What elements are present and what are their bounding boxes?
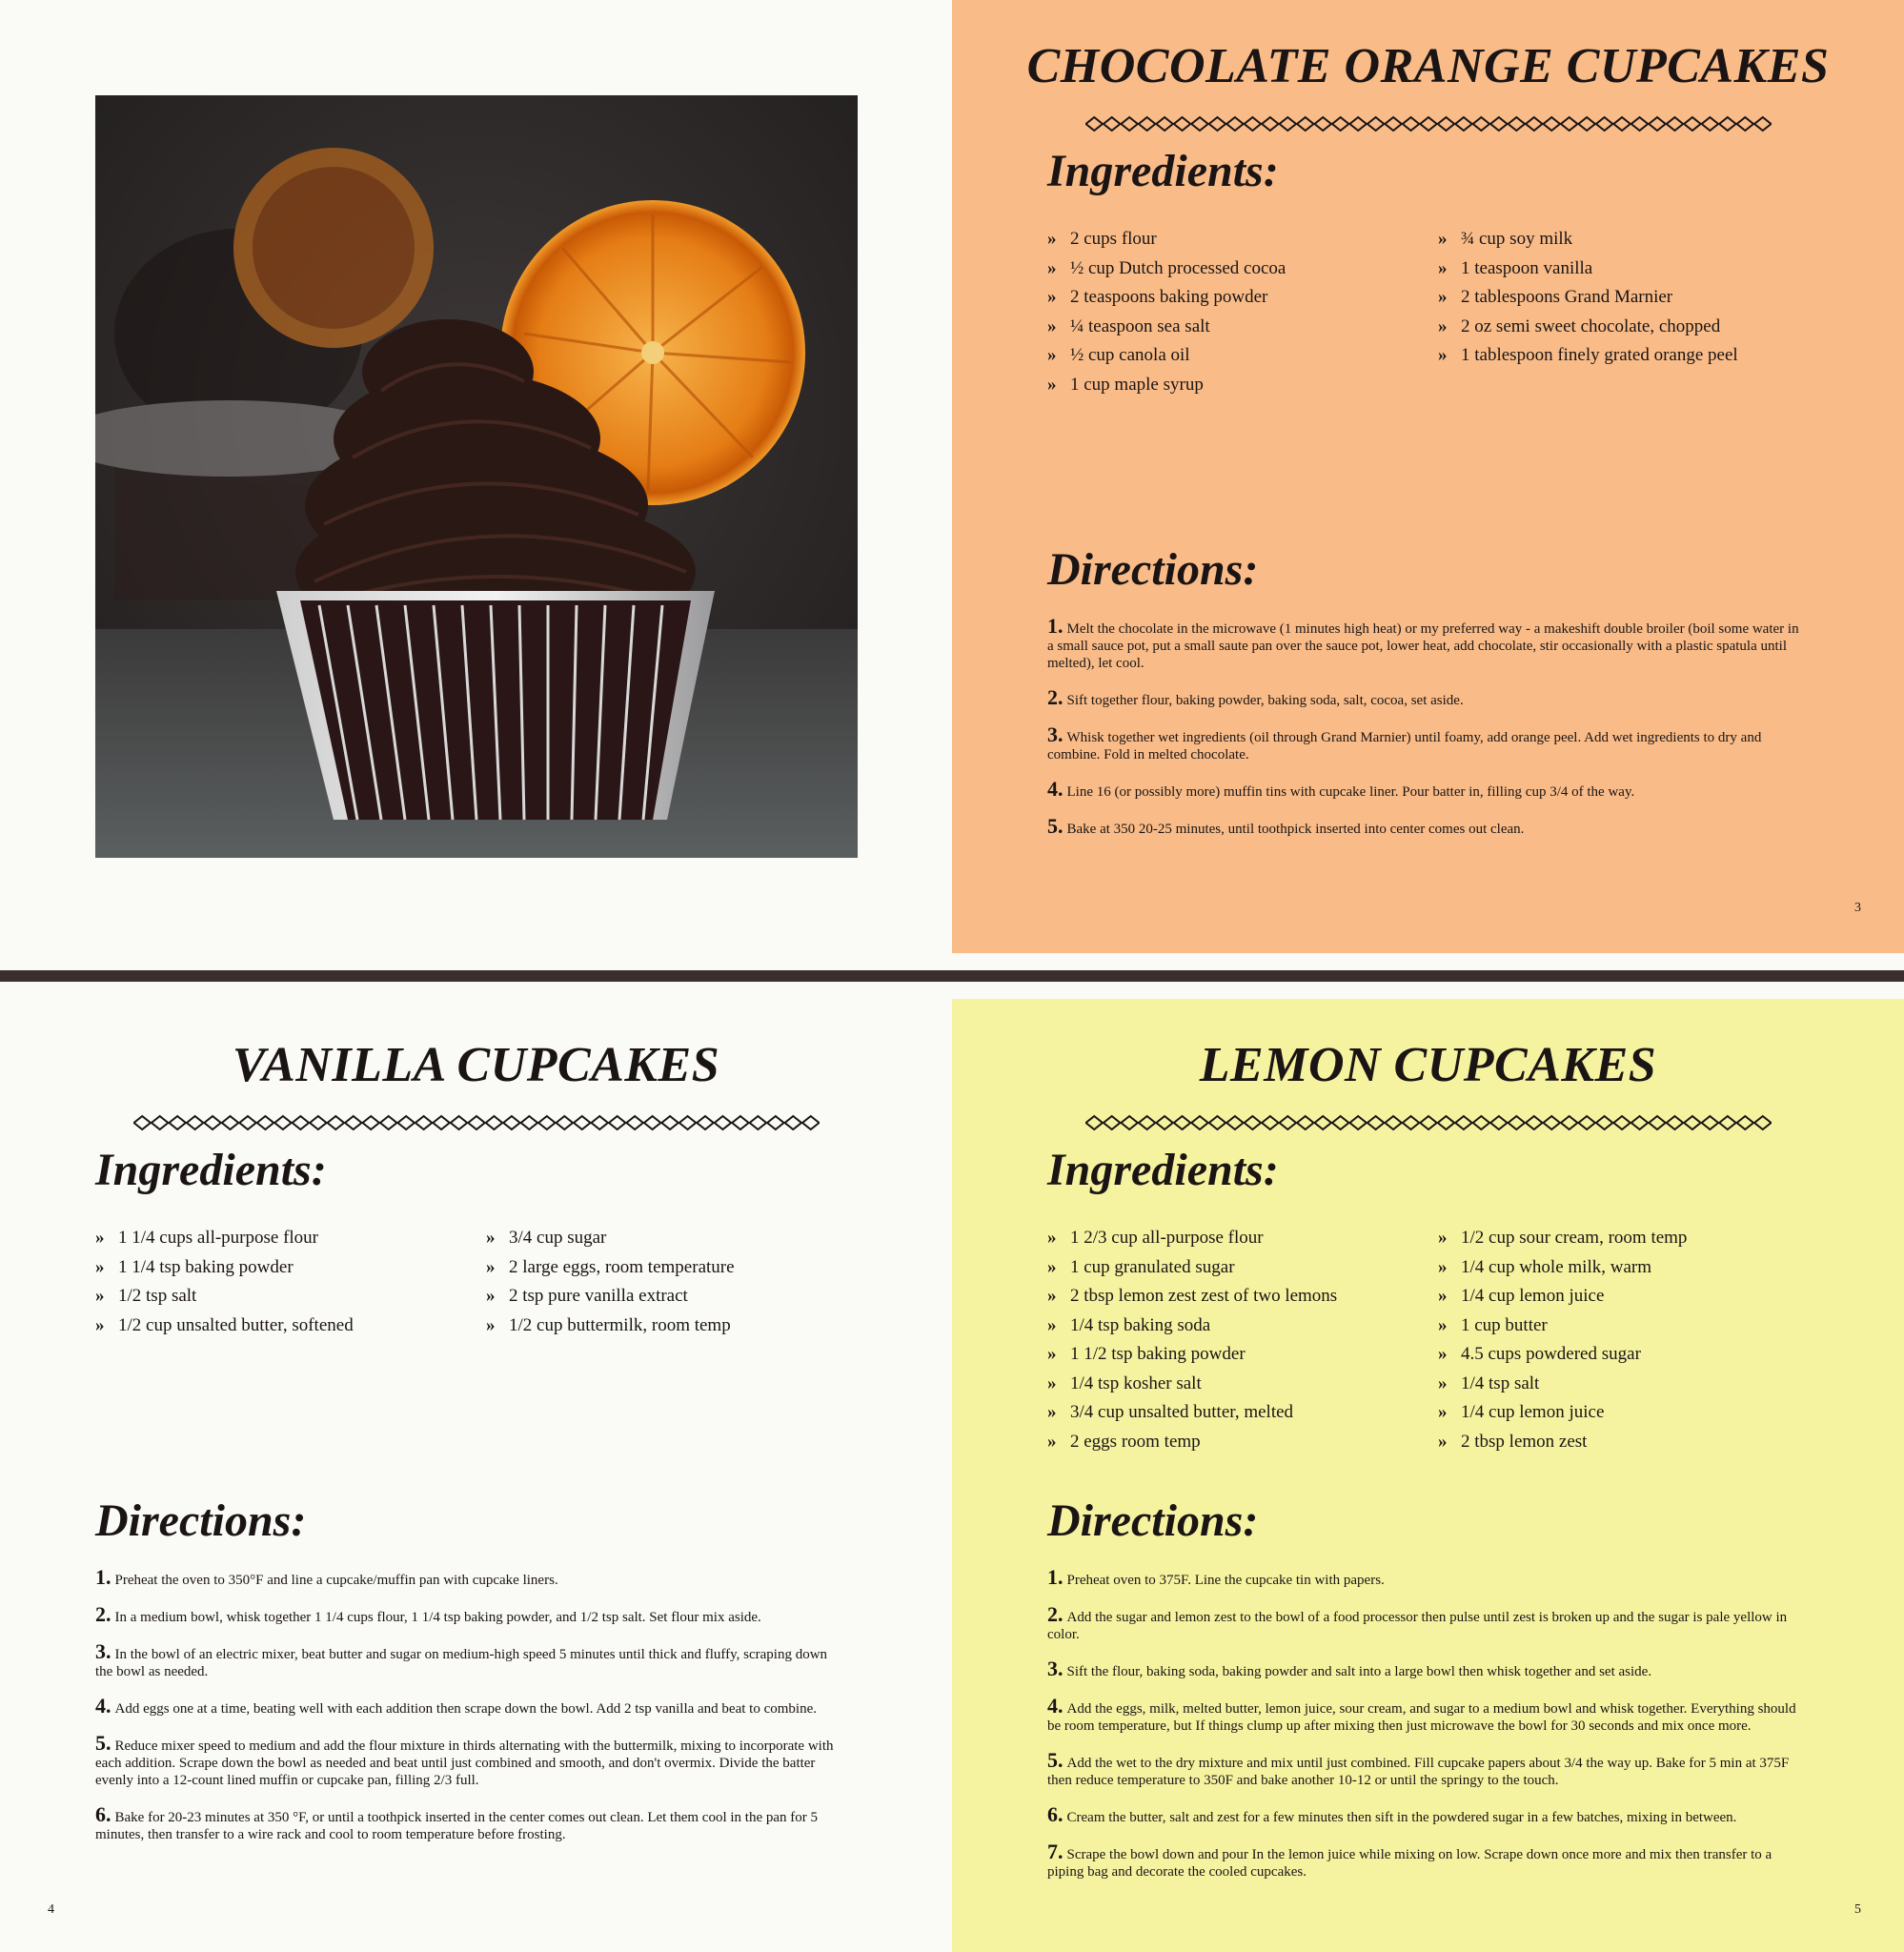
- ingredient-item: [1047, 341, 1286, 371]
- direction-step: [1047, 685, 1800, 709]
- ingredient-item: [1438, 1312, 1687, 1341]
- bullet-icon: »: [1438, 345, 1448, 365]
- ingredient-item: [1438, 1370, 1687, 1399]
- ingredient-item: [486, 1253, 735, 1283]
- ingredient-text: 1/4 cup whole milk, warm: [1461, 1256, 1651, 1277]
- direction-step: [95, 1802, 848, 1843]
- ingredient-item: [1047, 1253, 1337, 1283]
- directions-list: [95, 1565, 848, 1860]
- bullet-icon: »: [1047, 1286, 1057, 1306]
- ingredient-text: ¾ cup soy milk: [1461, 229, 1573, 249]
- step-number: 6.: [95, 1802, 111, 1826]
- step-number: 1.: [1047, 614, 1063, 638]
- direction-step: [1047, 814, 1800, 838]
- step-text: Bake at 350 20-25 minutes, until toothpick inserted into center comes out clean.: [1066, 822, 1525, 837]
- step-text: In a medium bowl, whisk together 1 1/4 cups flour, 1 1/4 tsp baking powder, and 1/2 tsp salt. Set flour mix aside.: [114, 1610, 761, 1625]
- directions-heading: Directions:: [95, 1495, 307, 1546]
- ingredient-item: [95, 1253, 354, 1283]
- spread-vanilla-lemon: [0, 999, 1904, 1952]
- ingredient-item: [1438, 225, 1738, 254]
- ingredient-text: 2 cups flour: [1070, 229, 1157, 249]
- ingredient-text: 1 1/4 cups all-purpose flour: [118, 1228, 319, 1248]
- spread-divider: [0, 970, 1904, 982]
- ingredient-item: [486, 1282, 735, 1312]
- direction-step: [1047, 777, 1800, 801]
- ingredients-column-right: [486, 1224, 735, 1340]
- step-text: Scrape the bowl down and pour In the lemon juice while mixing on low. Scrape down once more and mix then transfer to a piping bag and decorate the cooled cupcakes.: [1047, 1847, 1772, 1880]
- ingredients-column-right: [1438, 1224, 1687, 1456]
- directions-heading: Directions:: [1047, 544, 1259, 595]
- bullet-icon: »: [486, 1256, 496, 1277]
- ingredient-item: [1047, 1370, 1337, 1399]
- directions-list: [1047, 1565, 1800, 1898]
- step-number: 1.: [1047, 1565, 1063, 1589]
- bullet-icon: »: [1047, 1431, 1057, 1452]
- diamond-border-icon: [1085, 1111, 1772, 1134]
- bullet-icon: »: [1438, 1314, 1448, 1335]
- ingredient-text: 1/2 cup buttermilk, room temp: [509, 1314, 731, 1335]
- ingredient-text: 2 teaspoons baking powder: [1070, 287, 1268, 307]
- ingredient-item: [1047, 1224, 1337, 1253]
- direction-step: [95, 1565, 848, 1589]
- ingredient-item: [1438, 254, 1738, 284]
- bullet-icon: »: [1438, 1402, 1448, 1422]
- step-number: 4.: [1047, 1694, 1063, 1718]
- step-text: Preheat oven to 375F. Line the cupcake tin with papers.: [1066, 1573, 1385, 1588]
- ingredient-item: [95, 1224, 354, 1253]
- ingredient-text: 1/4 tsp baking soda: [1070, 1314, 1211, 1335]
- page-number: 5: [1854, 1902, 1861, 1917]
- ingredient-item: [1047, 1398, 1337, 1428]
- ingredient-text: 1 cup maple syrup: [1070, 374, 1204, 395]
- ingredient-text: 1/4 tsp salt: [1461, 1372, 1540, 1393]
- ingredient-text: 3/4 cup unsalted butter, melted: [1070, 1402, 1294, 1422]
- ingredient-text: 2 tablespoons Grand Marnier: [1461, 287, 1673, 307]
- ingredient-item: [1047, 1312, 1337, 1341]
- bullet-icon: »: [95, 1286, 105, 1306]
- step-number: 1.: [95, 1565, 111, 1589]
- bullet-icon: »: [1047, 1372, 1057, 1393]
- step-number: 3.: [1047, 1657, 1063, 1680]
- ingredient-text: 1 cup butter: [1461, 1314, 1548, 1335]
- ingredient-item: [1438, 341, 1738, 371]
- bullet-icon: »: [1438, 1256, 1448, 1277]
- step-text: Add the sugar and lemon zest to the bowl of a food processor then pulse until zest is broken up and the sugar is pale yellow in color.: [1047, 1610, 1788, 1642]
- ingredients-column-left: [1047, 225, 1286, 399]
- ingredient-item: [1047, 1282, 1337, 1312]
- ingredients-heading: Ingredients:: [95, 1145, 327, 1195]
- step-text: Whisk together wet ingredients (oil through Grand Marnier) until foamy, add orange peel. Add wet ingredients to dry and combine. Fold in melted chocolate.: [1047, 730, 1762, 762]
- ingredient-item: [1047, 283, 1286, 313]
- direction-step: [1047, 722, 1800, 763]
- step-text: Melt the chocolate in the microwave (1 minutes high heat) or my preferred way - a makeshift double broiler (boil some water in a small sauce pot, put a small saute pan over the sauce pot, lower heat, add chocolate, stir occasionally with a plastic spatula until melted), let cool.: [1047, 621, 1799, 671]
- step-text: Add the wet to the dry mixture and mix until just combined. Fill cupcake papers about 3/4 the way up. Bake for 5 min at 375F then reduce temperature to 350F and bake another 10-12 or until the springy to the touch.: [1047, 1756, 1790, 1788]
- step-text: Add the eggs, milk, melted butter, lemon juice, sour cream, and sugar to a medium bowl and whisk together. Everything should be room temperature, but If things clump up after mixing then just microwave the bowl for 30 seconds and mix once more.: [1047, 1701, 1796, 1734]
- ingredient-text: 1 2/3 cup all-purpose flour: [1070, 1228, 1264, 1248]
- bullet-icon: »: [1438, 315, 1448, 336]
- recipe-title: CHOCOLATE ORANGE CUPCAKES: [1026, 39, 1830, 93]
- step-number: 5.: [1047, 1748, 1063, 1772]
- diamond-border-icon: [1085, 112, 1772, 135]
- photo-page: [0, 0, 952, 953]
- ingredient-text: 1 1/4 tsp baking powder: [118, 1256, 294, 1277]
- direction-step: [1047, 1802, 1800, 1826]
- ingredient-item: [1438, 1398, 1687, 1428]
- ingredient-item: [1047, 1428, 1337, 1457]
- ingredient-text: ½ cup Dutch processed cocoa: [1070, 257, 1286, 278]
- bullet-icon: »: [486, 1286, 496, 1306]
- ingredient-item: [1438, 1282, 1687, 1312]
- ingredient-item: [1438, 1340, 1687, 1370]
- ingredient-text: ½ cup canola oil: [1070, 345, 1190, 365]
- step-text: Line 16 (or possibly more) muffin tins with cupcake liner. Pour batter in, filling cup 3/4 of the way.: [1066, 784, 1635, 800]
- step-number: 3.: [95, 1639, 111, 1663]
- ingredient-item: [95, 1282, 354, 1312]
- step-number: 5.: [95, 1731, 111, 1755]
- page-number: 3: [1854, 901, 1861, 915]
- bullet-icon: »: [1047, 257, 1057, 278]
- ingredient-text: 1 teaspoon vanilla: [1461, 257, 1593, 278]
- ingredient-item: [486, 1224, 735, 1253]
- bullet-icon: »: [1047, 1402, 1057, 1422]
- ingredient-text: 1/4 cup lemon juice: [1461, 1286, 1605, 1306]
- ingredient-text: ¼ teaspoon sea salt: [1070, 315, 1210, 336]
- step-text: Reduce mixer speed to medium and add the flour mixture in thirds alternating with the buttermilk, mixing to incorporate with each addition. Scrape down the bowl as needed and beat until just combined and smooth, and don't overmix. Divide the batter evenly into a 12-count lined muffin or cupcake pan, filling 2/3 full.: [95, 1738, 834, 1788]
- diamond-border-icon: [133, 1111, 820, 1134]
- direction-step: [1047, 1840, 1800, 1881]
- step-text: Sift together flour, baking powder, baking soda, salt, cocoa, set aside.: [1066, 693, 1464, 708]
- step-number: 7.: [1047, 1840, 1063, 1863]
- ingredient-item: [486, 1312, 735, 1341]
- bullet-icon: »: [1438, 1372, 1448, 1393]
- recipe-title: LEMON CUPCAKES: [1199, 1038, 1657, 1092]
- ingredient-item: [1047, 254, 1286, 284]
- step-text: Add eggs one at a time, beating well with each addition then scrape down the bowl. Add 2 tsp vanilla and beat to combine.: [114, 1701, 817, 1717]
- bullet-icon: »: [1438, 1228, 1448, 1248]
- bullet-icon: »: [1438, 257, 1448, 278]
- bullet-icon: »: [486, 1314, 496, 1335]
- step-number: 5.: [1047, 814, 1063, 838]
- direction-step: [1047, 1657, 1800, 1680]
- ingredient-item: [1438, 1253, 1687, 1283]
- ingredient-text: 1/2 cup unsalted butter, softened: [118, 1314, 354, 1335]
- cupcake-photo: [95, 95, 858, 858]
- bullet-icon: »: [1047, 229, 1057, 249]
- ingredient-text: 2 tsp pure vanilla extract: [509, 1286, 688, 1306]
- direction-step: [1047, 1694, 1800, 1735]
- ingredient-item: [1438, 1428, 1687, 1457]
- ingredient-text: 1/4 cup lemon juice: [1461, 1402, 1605, 1422]
- bullet-icon: »: [95, 1314, 105, 1335]
- direction-step: [95, 1602, 848, 1626]
- page-number: 4: [48, 1902, 54, 1917]
- bullet-icon: »: [486, 1228, 496, 1248]
- direction-step: [1047, 1748, 1800, 1789]
- step-text: Preheat the oven to 350°F and line a cupcake/muffin pan with cupcake liners.: [114, 1573, 558, 1588]
- directions-list: [1047, 614, 1800, 855]
- bullet-icon: »: [1438, 1286, 1448, 1306]
- bullet-icon: »: [1438, 229, 1448, 249]
- ingredient-item: [1438, 313, 1738, 342]
- direction-step: [1047, 1602, 1800, 1643]
- ingredient-text: 1/2 tsp salt: [118, 1286, 197, 1306]
- ingredients-heading: Ingredients:: [1047, 1145, 1279, 1195]
- step-number: 2.: [95, 1602, 111, 1626]
- ingredient-text: 2 eggs room temp: [1070, 1431, 1201, 1452]
- bullet-icon: »: [95, 1256, 105, 1277]
- direction-step: [1047, 614, 1800, 672]
- ingredient-text: 1/2 cup sour cream, room temp: [1461, 1228, 1688, 1248]
- bullet-icon: »: [1047, 1344, 1057, 1364]
- recipe-page-vanilla: [0, 999, 952, 1952]
- direction-step: [95, 1694, 848, 1718]
- ingredients-column-left: [95, 1224, 354, 1340]
- ingredient-text: 1 1/2 tsp baking powder: [1070, 1344, 1246, 1364]
- ingredient-text: 1/4 tsp kosher salt: [1070, 1372, 1202, 1393]
- step-text: Bake for 20-23 minutes at 350 °F, or until a toothpick inserted in the center comes out clean. Let them cool in the pan for 5 minutes, then transfer to a wire rack and cool to room temperature before frosting.: [95, 1810, 819, 1842]
- recipe-page-chocolate-orange: [952, 0, 1904, 953]
- ingredient-text: 3/4 cup sugar: [509, 1228, 607, 1248]
- step-number: 2.: [1047, 685, 1063, 709]
- bullet-icon: »: [1047, 345, 1057, 365]
- step-number: 2.: [1047, 1602, 1063, 1626]
- bullet-icon: »: [1047, 287, 1057, 307]
- ingredient-item: [1047, 371, 1286, 400]
- bullet-icon: »: [1047, 374, 1057, 395]
- ingredient-text: 2 tbsp lemon zest: [1461, 1431, 1588, 1452]
- step-number: 4.: [95, 1694, 111, 1718]
- ingredient-text: 2 oz semi sweet chocolate, chopped: [1461, 315, 1721, 336]
- ingredients-heading: Ingredients:: [1047, 146, 1279, 196]
- bullet-icon: »: [1438, 1431, 1448, 1452]
- bullet-icon: »: [1047, 1314, 1057, 1335]
- recipe-page-lemon: [952, 999, 1904, 1952]
- bullet-icon: »: [1047, 315, 1057, 336]
- bullet-icon: »: [95, 1228, 105, 1248]
- direction-step: [1047, 1565, 1800, 1589]
- ingredient-item: [1047, 313, 1286, 342]
- step-number: 4.: [1047, 777, 1063, 801]
- direction-step: [95, 1731, 848, 1789]
- ingredients-column-right: [1438, 225, 1738, 371]
- directions-heading: Directions:: [1047, 1495, 1259, 1546]
- ingredient-item: [1047, 225, 1286, 254]
- ingredient-text: 1 cup granulated sugar: [1070, 1256, 1235, 1277]
- ingredient-text: 2 tbsp lemon zest zest of two lemons: [1070, 1286, 1338, 1306]
- step-number: 6.: [1047, 1802, 1063, 1826]
- step-number: 3.: [1047, 722, 1063, 746]
- step-text: Cream the butter, salt and zest for a few minutes then sift in the powdered sugar in a few batches, mixing in between.: [1066, 1810, 1737, 1825]
- ingredient-text: 1 tablespoon finely grated orange peel: [1461, 345, 1738, 365]
- bullet-icon: »: [1047, 1256, 1057, 1277]
- ingredient-item: [1047, 1340, 1337, 1370]
- ingredient-item: [95, 1312, 354, 1341]
- ingredient-item: [1438, 283, 1738, 313]
- ingredient-item: [1438, 1224, 1687, 1253]
- bullet-icon: »: [1047, 1228, 1057, 1248]
- ingredients-column-left: [1047, 1224, 1337, 1456]
- step-text: In the bowl of an electric mixer, beat butter and sugar on medium-high speed 5 minutes until thick and fluffy, scraping down the bowl as needed.: [95, 1647, 828, 1679]
- step-text: Sift the flour, baking soda, baking powder and salt into a large bowl then whisk together and set aside.: [1066, 1664, 1652, 1679]
- recipe-title: VANILLA CUPCAKES: [232, 1038, 720, 1092]
- bullet-icon: »: [1438, 287, 1448, 307]
- ingredient-text: 4.5 cups powdered sugar: [1461, 1344, 1641, 1364]
- ingredient-text: 2 large eggs, room temperature: [509, 1256, 735, 1277]
- spread-chocolate-orange: [0, 0, 1904, 953]
- bullet-icon: »: [1438, 1344, 1448, 1364]
- direction-step: [95, 1639, 848, 1680]
